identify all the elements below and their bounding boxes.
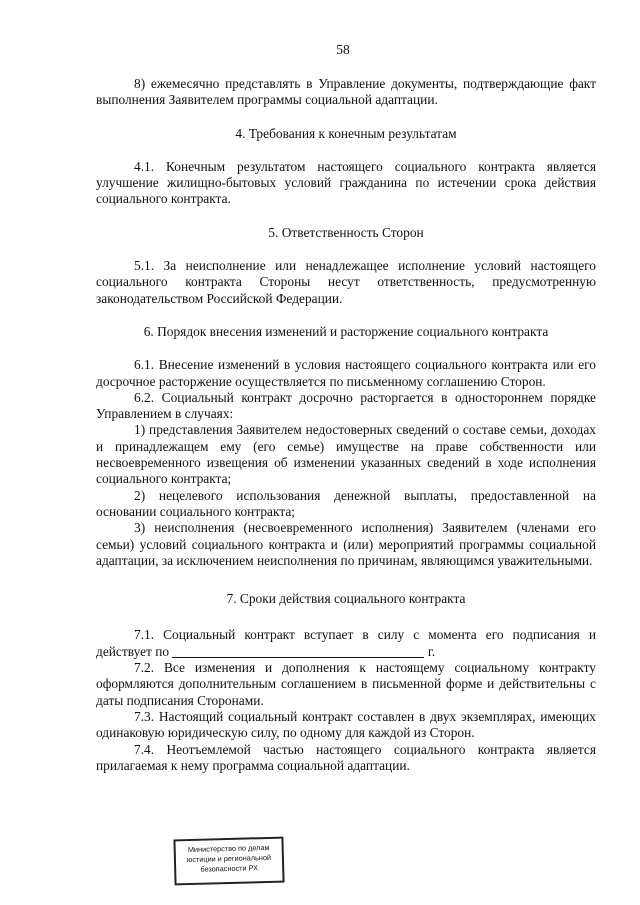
- ministry-stamp: [173, 837, 284, 886]
- date-blank-line: [172, 645, 424, 658]
- page-number: 58: [336, 42, 350, 57]
- clause-6-2-case-2: 2) нецелевого использования денежной выплаты, предоставленной на основании социального контракта;: [96, 487, 596, 519]
- clause-6-2: 6.2. Социальный контракт досрочно расторгается в одностороннем порядке Управлением в случаях:: [96, 389, 596, 422]
- stamp-line-3: безопасности РХ: [200, 863, 259, 874]
- clause-7-4: 7.4. Неотъемлемой частью настоящего социального контракта является прилагаемая к нему программа социальной адаптации.: [96, 741, 596, 773]
- clause-4-1: 4.1. Конечным результатом настоящего социального контракта является улучшение жилищно-бытовых условий гражданина по истечении срока действия социального контракта.: [96, 158, 596, 207]
- clause-7-1-text: 7.1. Социальный контракт вступает в силу с момента его подписания и действует по: [96, 627, 596, 659]
- clause-6-2-case-3: 3) неисполнения (несвоевременного исполнения) Заявителем (членами его семьи) условий социального контракта и (или) мероприятий программы социальной адаптации, за исключением неисполнения по причинам, являющимся уважительными.: [96, 520, 596, 568]
- section-7-title: 7. Сроки действия социального контракта: [226, 591, 466, 607]
- clause-8: 8) ежемесячно представлять в Управление документы, подтверждающие факт выполнения Заявителем программы социальной адаптации.: [96, 76, 596, 108]
- clause-7-3: 7.3. Настоящий социальный контракт составлен в двух экземплярах, имеющих одинаковую юридическую силу, по одному для каждой из Сторон.: [96, 708, 596, 741]
- clause-7-1: [96, 627, 596, 660]
- stamp-line-1: Министерство по делам: [187, 842, 270, 855]
- clause-7-1-year-suffix: г.: [427, 643, 436, 659]
- clause-5-1: 5.1. За неисполнение или ненадлежащее исполнение условий настоящего социального контракта Стороны несут ответственность, предусмотренную законодательством Российской Федерации.: [96, 258, 596, 306]
- stamp-line-2: юстиции и региональной: [186, 852, 272, 865]
- section-5-title: 5. Ответственность Сторон: [268, 224, 424, 240]
- clause-7-2: 7.2. Все изменения и дополнения к настоящему социальному контракту оформляются дополнительным соглашением в письменной форме и действительны с даты подписания Сторонами.: [96, 660, 596, 708]
- clause-6-2-case-1: 1) представления Заявителем недостоверных сведений о составе семьи, доходах и принадлежащем ему (его семье) имуществе на праве собственности или несвоевременного извещения об изменении указанных сведений в ходе исполнения социального контракта;: [96, 422, 596, 487]
- section-4-title: 4. Требования к конечным результатам: [235, 125, 457, 141]
- clause-6-1: 6.1. Внесение изменений в условия настоящего социального контракта или его досрочное расторжение осуществляется по письменному соглашению Сторон.: [96, 357, 596, 389]
- section-6-title: 6. Порядок внесения изменений и расторжение социального контракта: [143, 323, 549, 339]
